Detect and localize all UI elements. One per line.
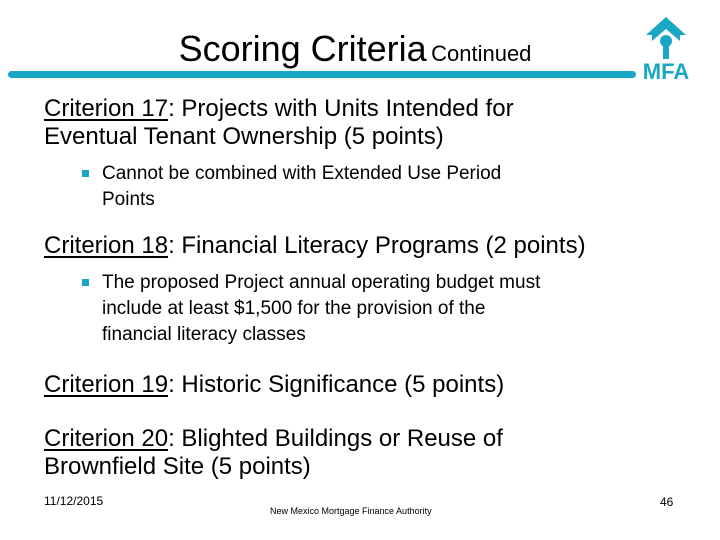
criterion-17	[44, 95, 514, 151]
criterion-18	[44, 232, 586, 260]
criterion-17-line2: Eventual Tenant Ownership (5 points)	[44, 123, 444, 150]
criterion-18-id: Criterion 18	[44, 232, 169, 259]
bullet-square-icon	[82, 279, 89, 286]
house-keyhole-icon	[644, 15, 688, 61]
criterion-19	[44, 371, 504, 399]
criterion-18-bullet	[102, 270, 540, 348]
bullet-square-icon	[82, 170, 89, 177]
criterion-18-bullet-line3: financial literacy classes	[102, 324, 306, 345]
criterion-17-bullet-line1: Cannot be combined with Extended Use Period	[102, 163, 502, 184]
criterion-20-line1	[44, 425, 503, 453]
mfa-logo	[636, 15, 696, 85]
title-subtitle: Continued	[431, 41, 532, 66]
criterion-17-text: : Projects with Units Intended for	[168, 95, 514, 122]
criterion-20-text: : Blighted Buildings or Reuse of	[168, 425, 503, 452]
title-main: Scoring Criteria	[178, 28, 427, 69]
criterion-18-text: : Financial Literacy Programs (2 points)	[168, 232, 586, 259]
criterion-17-id: Criterion 17	[44, 95, 169, 122]
criterion-18-line1	[44, 232, 586, 260]
criterion-20-id: Criterion 20	[44, 425, 169, 452]
footer-date: 11/12/2015	[44, 494, 104, 508]
logo-text: MFA	[642, 59, 690, 84]
footer-page-number: 46	[660, 495, 674, 509]
criterion-19-id: Criterion 19	[44, 371, 169, 398]
criterion-18-bullet-line1: The proposed Project annual operating budget must	[102, 272, 541, 293]
criterion-17-bullet-line2: Points	[102, 189, 155, 210]
criterion-18-bullet-line2: include at least $1,500 for the provision of the	[102, 298, 486, 319]
title-underline	[8, 71, 636, 78]
slide-title	[0, 28, 710, 70]
criterion-19-line1	[44, 371, 504, 399]
footer-organization: New Mexico Mortgage Finance Authority	[270, 506, 432, 516]
criterion-17-line1	[44, 95, 514, 123]
criterion-17-bullet	[102, 161, 501, 213]
criterion-20-line2: Brownfield Site (5 points)	[44, 453, 311, 480]
criterion-19-text: : Historic Significance (5 points)	[168, 371, 505, 398]
criterion-20	[44, 425, 503, 481]
